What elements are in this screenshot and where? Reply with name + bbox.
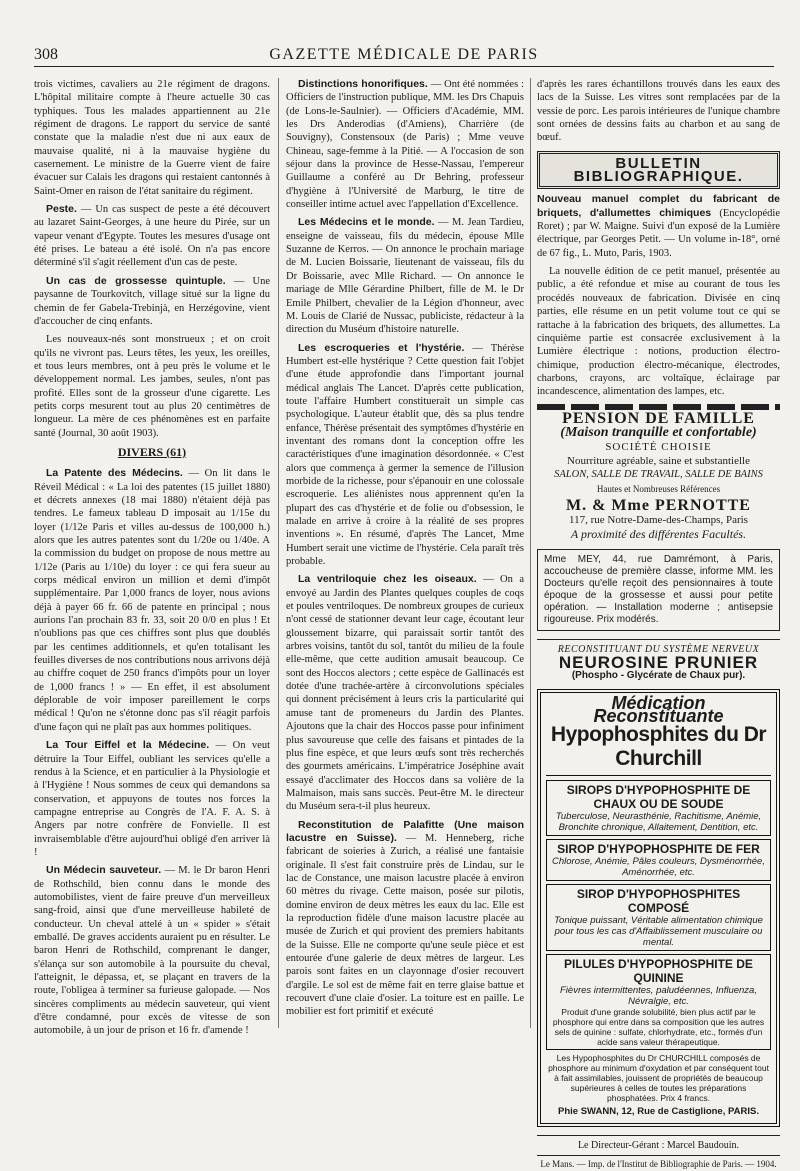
column-3 (537, 78, 780, 1169)
article-patente: La Patente des Médecins. — On lit dans le Réveil Médical : « La loi des patentes (15 juillet 1880) et décrets annexes (18 mai 1880) n'étaient déjà pas tendres. Le fameux tableau D imposait au 1/15e du loyer (1/12e Paris et villes au-dessus de 100,000 h.) alors que les autres patentes sont du 1/20e ou 1/40e. A la commission du budget on propose de nous mettre au 1/12e (Paris au 1/10e) du loyer : ce qui fera sueur au corps médical environ un million et demi d'impôt supplémentaire. Par 1,000 francs de loyer, nous avions déjà à payer 66 fr. 66 de patente en principal ; nous aurions l'an prochain 83 fr. 33, soit 20 0/0 en plus ! Et n'oublions pas que ces chiffres sont plus que doublés par les centimes additionnels, et qu'en totalisant les feuilles diverses de nos contributions nous arrivons déjà au chiffre coquet de 250 francs d'impôts pour un loyer de 1,000 francs ! » — En effet, il est absolument déplorable de voir imposer pareillement le corps médical ! Qu'on ne s'étonne donc pas s'il réagit parfois d'une façon qui ne plaît pas aux hommes politiques. (34, 467, 270, 733)
article-heading: La ventriloquie chez les oiseaux. (298, 573, 477, 586)
article-ventriloquie: La ventriloquie chez les oiseaux. — On a envoyé au Jardin des Plantes quelques couples de coqs et poules ventriloques. De nombreux groupes de curieux n'ont cessé de stationner devant leur cage, écoutant leur gloussement bizarre, qui paraissait sortir tantôt des arbres voisins, tantôt du sol, tantôt du milieu de la foule elle-même, que cette audition amusait beaucoup. Ce sont des Hoccos alectors ; cette espèce de Gallinacés est dotée d'une trachée-artère à circonvolutions spéciales qui donnent précisément à leurs cris la particularité qui amuse tant de promeneurs du Jardin des Plantes. Ajoutons que la chair des Hoccos passe pour infiniment plus savoureuse que celle des faisans et pintades de la plus fine espèce, et que leurs œufs sont très recherchés des gourmets américains. L'impératrice Joséphine avait essayé d'acclimater des Hoccos dans sa volière de la Malmaison, mais sans succès. Peut-être M. le directeur du Muséum sera-t-il plus heureux. (286, 573, 524, 813)
paragraph: Les nouveaux-nés sont monstrueux ; et on croit qu'ils ne vivront pas. Leurs têtes, les yeux, les oreilles, et tous leurs membres, ont à peu près le volume et le développement normal. Les jambes, seules, n'ont pas profité. Elles sont de la grosseur d'une cigarette. Les petits corps mesurent tout au plus 20 centimètres de longueur. La mère de ces phénomènes est en parfaite santé (Journal, 30 août 1903). (34, 334, 270, 439)
ornament-bar (537, 404, 780, 410)
article-heading: La Patente des Médecins. (46, 467, 183, 480)
paragraph: La nouvelle édition de ce petit manuel, présentée au public, a été refondue et mise au courant de tous les procédés nouveaux de fabrication. Divisée en cinq parties, elle résume en un petit volume tout ce qui se rattache à la fabrication des briquets, des allumettes. La cinquième partie est consacrée exclusivement à la Lumière électrique : notions, production électro-chimique, production électro-mécanique, électrodes, charbons, crayons, arc voltaïque, éclairage par incandescence, alimentation des lampes, etc. (537, 266, 780, 398)
column-rule (530, 78, 531, 1028)
article-heading: Un cas de grossesse quintuple. (46, 274, 226, 287)
ad-box: SIROP D'HYPOPHOSPHITES COMPOSÉ Tonique puissant, Véritable alimentation chimique pour tous les cas d'Affaiblissement musculaire ou mental. (546, 884, 771, 951)
column-1 (34, 78, 271, 1037)
article-heading: La Tour Eiffel et la Médecine. (46, 739, 210, 752)
ad-pension: PENSION DE FAMILLE (Maison tranquille et confortable) SOCIÉTÉ CHOISIE Nourriture agréable, saine et substantielle SALON, SALLE DE TRAVAIL, SALLE DE BAINS Hautes et Nombreuses Références M. & Mme PERNOTTE 117, rue Notre-Dame-des-Champs, Paris A proximité des différentes Facultés. (554, 409, 763, 541)
article-escroqueries: Les escroqueries et l'hystérie. — Thérèse Humbert est-elle hystérique ? Cette question fait l'objet d'une étude approfondie dans l'important journal médical anglais The Lancet. D'après cette publication, toute l'affaire Humbert constituerait un simple cas psychologique. L'auteur établit que, dès sa plus tendre enfance, Thérèse présentait des symptômes d'hystérie en inventant des romans dont la conception offre les caractéristiques d'une imagination désordonnée. « C'est alors que commença à germer la semence de l'illusion morbide de la richesse, pour s'épanouir en une colossale escroquerie. Les aliénistes nous apprennent qu'en la plupart des cas d'hystérie et de folie ou d'obsession, le malade en arrive à croire à la réalité de ses propres inventions ». En résumé, d'après The Lancet, Mme Humbert serait une victime de l'hystérie. Cela paraît très probable. (286, 341, 524, 568)
column-rule (278, 78, 279, 1028)
article-palafitte: Reconstitution de Palafitte (Une maison lacustre en Suisse). — M. Henneberg, riche fabricant de soieries à Zurich, a réalisé une fantaisie originale. Il s'est fait construire près de Lindau, sur le lac de Constance, une maison lacustre placée à environ 60 mètres du rivage. Cette maison, posée sur pilotis, domine environ de deux mètres les eaux du lac. Elle est la reproduction fidèle d'une maison lacustre placée au musée de Zurich et qui provient des premiers habitants de la Suisse. Elle ne comporte qu'une seule pièce et est entourée d'une galerie de deux mètres de largeur. Les parois sont faites en un clayonnage d'osier recouvert d'argile. Le sol est de même fait en terre glaise battue et recouvert d'une claie d'osier. La toiture est en paille. Le mobilier est fort primitif et exécuté (286, 818, 524, 1018)
article-heading: Un Médecin sauveteur. (46, 864, 162, 877)
article-tour-eiffel: La Tour Eiffel et la Médecine. — On veut détruire la Tour Eiffel, oubliant les services qu'elle a rendus à la Science, et en particulier à la Physiologie et à l'Hygiène ! Nous sommes de ceux qui demandons sa conservation, et appuyons de toutes nos forces la campagne entreprise au Congrès de l'A. F. A. S. à Angers par notre confrère de Fonvielle. Il est invraisemblable d'être aujourd'hui obligé d'en arriver là ! (34, 739, 271, 858)
ad-box: PILULES D'HYPOPHOSPHITE DE QUININE Fièvres intermittentes, paludéennes, Influenza, Névralgie, etc. Produit d'une grande solubilité, bien plus actif par le phosphore qui entre dans sa composition que les autres sels de quinine : sulfate, chlorhydrate, etc., formés d'un acide sans valeur thérapeutique. (546, 954, 771, 1050)
article-heading: Reconstitution de Palafitte (Une maison lacustre en Suisse). (286, 818, 524, 844)
article-heading: Les Médecins et le monde. (298, 216, 435, 229)
book-title: Nouveau manuel complet du fabricant de briquets, d'allumettes chimiques (537, 193, 780, 219)
article-monde: Les Médecins et le monde. — M. Jean Tardieu, enseigne de vaisseau, fils du médecin, épouse Mlle Suzanne de Kerros. — On annonce le prochain mariage de M. Lucien Boissarie, lieutenant de vaisseau, fils du Dr Boissarie, avec Mlle Richard. — On annonce le mariage de Mlle Gérardine Philbert, fille de M. le Dr Emile Philbert, chevalier de la Légion d'honneur, avec M. Louis de Clarié de Nussac, publiciste, rédacteur à la direction du Muséum d'histoire naturelle. (286, 216, 525, 336)
ad-box: SIROP D'HYPOPHOSPHITE DE FER Chlorose, Anémie, Pâles couleurs, Dysménorrhée, Aménorrhée, etc. (546, 839, 771, 881)
bulletin-heading: BULLETIN BIBLIOGRAPHIQUE. (537, 151, 780, 190)
page-header (34, 42, 774, 67)
article-peste: Peste. — Un cas suspect de peste a été découvert au lazaret Saint-Georges, à une heure du Pirée, sur un vapeur venant d'Egypte. Toutes les mesures d'usage ont été prises. Le bateau a été isolé. On n'a pas encore déterminé s'il s'agit réellement d'un cas de peste. (34, 203, 270, 269)
article-sauveteur: Un Médecin sauveteur. — M. le Dr baron Henri de Rothschild, bien connu dans le monde des automobilistes, vient de faire preuve d'un merveilleux sang-froid, ainsi que d'une merveilleuse habileté de conducteur. Un cheval attelé à un « spider » s'était emballé. De graves accidents auraient pu en résulter. Le baron Henri de Rothschild, comprenant le danger, s'élança sur son automobile à la poursuite du cheval, l'atteignit, le dépassa, et, se plaçant en travers de la route, l'obligea à terminer sa furieuse galopade. — Nos sincères compliments au médecin sauveteur, qui vient d'être condamné, pour excès de vitesse de son automobile, à un jour de prison et 16 fr. d'amende ! (34, 864, 270, 1037)
ad-mey: Mme MEY, 44, rue Damrémont, à Paris, accoucheuse de première classe, informe MM. les Docteurs qu'elle reçoit des pensionnaires à toute époque de la grossesse et aussi pour petite opération. — Installation moderne ; antisepsie rigoureuse. Prix modérés. (537, 549, 780, 631)
page-number: 308 (34, 46, 58, 63)
paragraph: d'après les rares échantillons trouvés dans les eaux des lacs de la Suisse. Les vitres sont remplacées par de la vessie de porc. Les parois intérieures de l'unique chambre sont ornées de dessins faits au charbon et au sang de bœuf. (537, 79, 780, 144)
article-grossesse: Un cas de grossesse quintuple. — Une paysanne de Tourkovitch, village situé sur la ligne du chemin de fer Gabela-Trebinjà, en Herzégovine, vient d'accoucher de cinq enfants. (34, 274, 270, 327)
publisher-line: Le Directeur-Gérant : Marcel Baudouin. (537, 1135, 780, 1152)
printer-line: Le Mans. — Imp. de l'Institut de Bibliographie de Paris. — 1904. (537, 1155, 780, 1171)
article-heading: Distinctions honorifiques. (298, 78, 428, 90)
article-heading: Les escroqueries et l'hystérie. (298, 341, 465, 354)
book-review: Nouveau manuel complet du fabricant de briquets, d'allumettes chimiques (Encyclopédie Roret) ; par W. Maigne. Suivi d'un exposé de la Lumière électrique, par Georges Petit. — Un volume in-18°, orné de 67 fig., L. Muto, Paris, 1903. (537, 193, 780, 259)
paragraph: trois victimes, cavaliers au 21e régiment de dragons. L'hôpital militaire compte à l'heure actuelle 30 cas typhiques. Tous les malades appartiennent au 21e régiment de dragons. Le rapport du service de santé constate que la maladie n'est due ni aux eaux de mauvaise qualité, ni à la mauvaise hygiène du casernement. Le ministre de la Guerre vient de faire évacuer sur Calais les dragons qui restaient cantonnés à Saint-Omer en raison de l'état sanitaire du régiment. (34, 79, 270, 197)
ad-churchill: Médication Reconstituante Hypophosphites du Dr Churchill SIROPS D'HYPOPHOSPHITE DE CHAUX OU DE SOUDE Tuberculose, Neurasthénie, Rachitisme, Anémie, Bronchite chronique, Allaitement, Dentition, etc. SIROP D'HYPOPHOSPHITE DE FER Chlorose, Anémie, Pâles couleurs, Dysménorrhée, Aménorrhée, etc. SIROP D'HYPOPHOSPHITES COMPOSÉ Tonique puissant, Véritable alimentation chimique pour tous les cas d'Affaiblissement musculaire ou mental. PILULES D'HYPOPHOSPHITE DE QUININE Fièvres intermittentes, paludéennes, Influenza, Névralgie, etc. Produit d'une grande solubilité, bien plus actif par le phosphore qui entre dans sa composition que les autres sels de quinine : sulfate, chlorhydrate, etc., formés d'un acide sans valeur thérapeutique. Les Hypophosphites du Dr CHURCHILL composés de phosphore au minimum d'oxydation et par conséquent tout à fait assimilables, jouissent de propriétés de beaucoup supérieures à celles de toutes les préparations phosphatées. Prix 4 francs. Phie SWANN, 12, Rue de Castiglione, PARIS. (537, 689, 780, 1127)
article-distinctions: Distinctions honorifiques. — Ont été nommées : Officiers de l'instruction publique, MM. les Drs Chapuis (de Lons-le-Saulnier). — Officiers d'Académie, MM. les Drs Anderodias (d'Amiens), Charrière (de Souvigny), Constensoux (de Paris) ; Mme veuve Chineau, sage-femme à la Pitié. — A l'occasion de son séjour dans la province de Hesse-Nassau, l'empereur Guillaume a conféré au Dr Behring, professeur d'hygiène à l'Université de Marburg, le titre de conseiller intime actuel avec l'appellation d'Excellence. (286, 78, 524, 211)
article-heading: Peste. (46, 203, 77, 216)
running-title: GAZETTE MÉDICALE DE PARIS (269, 46, 539, 63)
section-heading: DIVERS (61) (117, 444, 187, 459)
column-2 (286, 78, 524, 1033)
ad-neurosine: RECONSTITUANT DU SYSTÈME NERVEUX NEUROSINE PRUNIER (Phospho - Glycérate de Chaux pur). (537, 639, 780, 683)
ad-box: SIROPS D'HYPOPHOSPHITE DE CHAUX OU DE SOUDE Tuberculose, Neurasthénie, Rachitisme, Anémie, Bronchite chronique, Allaitement, Dentition, etc. (546, 780, 771, 836)
